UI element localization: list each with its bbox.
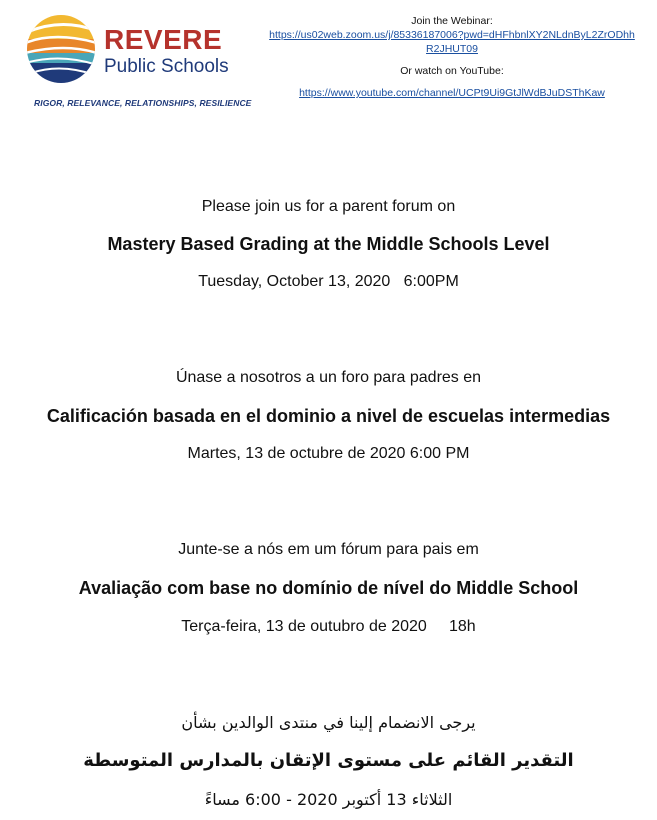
logo-name: REVERE bbox=[104, 24, 223, 55]
spanish-intro: Únase a nosotros a un foro para padres en bbox=[175, 369, 482, 386]
zoom-link[interactable]: https://us02web.zoom.us/j/85336187006?pwd=dHFhbnlXY2NLdnByL2ZrODhhR2JHUT09 bbox=[269, 29, 635, 55]
join-webinar-label: Join the Webinar: bbox=[411, 15, 493, 27]
webinar-info bbox=[262, 8, 642, 100]
arabic-date: الثلاثاء 13 أكتوبر 2020 - 6:00 مساءً bbox=[204, 790, 453, 809]
header bbox=[0, 0, 657, 140]
arabic-intro: يرجى الانضمام إلينا في منتدى الوالدين بشأن bbox=[181, 713, 476, 732]
english-date: Tuesday, October 13, 2020 6:00PM bbox=[198, 273, 459, 290]
youtube-link[interactable]: https://www.youtube.com/channel/UCPt9Ui9GtJlWdBJuDSThKaw bbox=[299, 87, 605, 99]
arabic-title: التقدير القائم على مستوى الإتقان بالمدارس المتوسطة bbox=[83, 750, 574, 771]
spanish-date: Martes, 13 de octubre de 2020 6:00 PM bbox=[187, 445, 470, 462]
youtube-label: Or watch on YouTube: bbox=[400, 65, 504, 77]
logo-tagline: RIGOR, RELEVANCE, RELATIONSHIPS, RESILIENCE bbox=[34, 98, 252, 108]
english-intro: Please join us for a parent forum on bbox=[201, 198, 456, 215]
spanish-title: Calificación basada en el dominio a nivel de escuelas intermedias bbox=[46, 406, 611, 426]
english-title: Mastery Based Grading at the Middle Schools Level bbox=[107, 234, 550, 254]
logo-subtitle: Public Schools bbox=[104, 56, 229, 77]
revere-logo bbox=[22, 10, 252, 110]
portuguese-intro: Junte-se a nós em um fórum para pais em bbox=[178, 541, 479, 558]
revere-logo-mark-icon bbox=[25, 13, 97, 85]
portuguese-date: Terça-feira, 13 de outubro de 2020 18h bbox=[181, 618, 476, 635]
portuguese-title: Avaliação com base no domínio de nível do Middle School bbox=[78, 578, 579, 598]
